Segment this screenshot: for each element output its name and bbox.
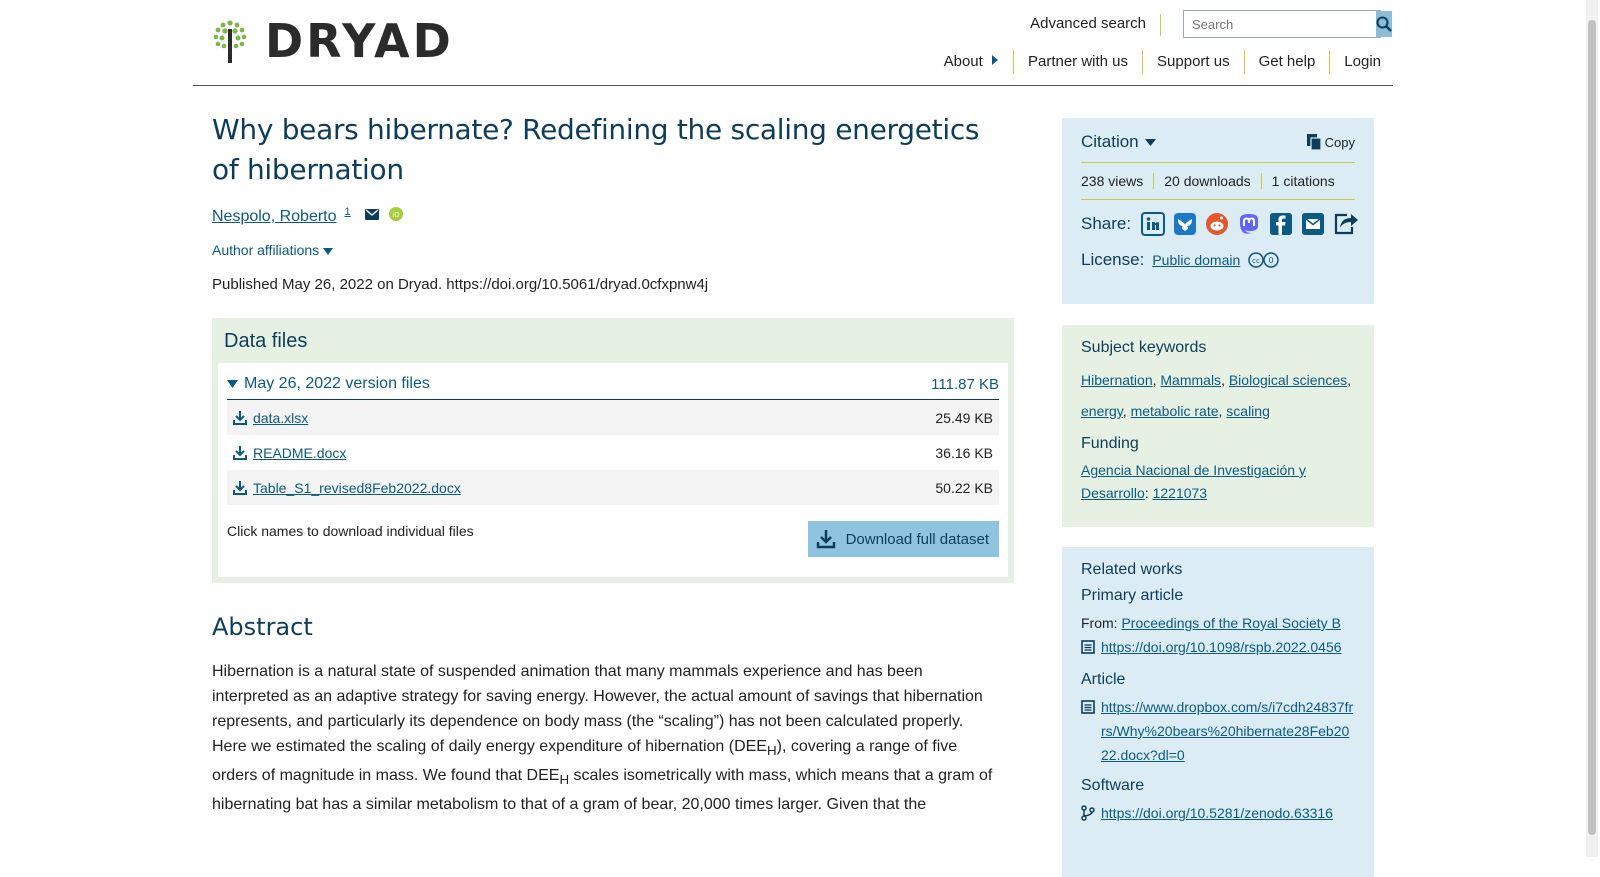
- author-link[interactable]: Nespolo, Roberto: [212, 208, 337, 225]
- email-share-icon[interactable]: [1301, 212, 1325, 236]
- license-link[interactable]: Public domain: [1152, 252, 1241, 268]
- funder-link[interactable]: Agencia Nacional de Investigación y Desarrollo: [1081, 462, 1306, 501]
- linkedin-icon[interactable]: [1141, 212, 1165, 236]
- version-toggle[interactable]: [227, 375, 999, 400]
- caret-down-icon: [1145, 139, 1156, 146]
- copy-label: Copy: [1324, 134, 1355, 150]
- file-link[interactable]: data.xlsx: [253, 409, 309, 426]
- citation-toggle[interactable]: [1081, 132, 1156, 152]
- bluesky-icon[interactable]: [1173, 212, 1197, 236]
- main-content: [212, 110, 1014, 817]
- caret-down-icon: [323, 248, 333, 255]
- views-count: 238 views: [1081, 173, 1144, 189]
- main-nav: [930, 50, 1381, 74]
- related-works-panel: [1062, 547, 1374, 877]
- citations-count: 1 citations: [1261, 173, 1345, 189]
- file-row: [227, 470, 999, 505]
- nav-about[interactable]: [930, 50, 1013, 74]
- download-icon: [233, 446, 247, 460]
- svg-text:iD: iD: [391, 211, 400, 219]
- version-label: May 26, 2022 version files: [244, 375, 430, 392]
- dryad-logo[interactable]: [213, 14, 454, 68]
- software-title: Software: [1081, 777, 1145, 794]
- citation-panel: [1062, 118, 1374, 304]
- file-row: [227, 400, 999, 435]
- reddit-icon[interactable]: [1205, 212, 1229, 236]
- orcid-icon[interactable]: [389, 207, 403, 221]
- abstract-part: Hibernation is a natural state of suspended animation that many mammals experience and has been interpreted as an adaptive strategy for saving energy. However, the actual amount of savings that hibernation represents, and particularly its dependence on body mass (the “scaling”) has not been calculated properly. Here we estimated the scaling of daily energy expenditure of hibernation (DEE: [212, 663, 983, 755]
- abstract-text: [212, 659, 1002, 817]
- article-link[interactable]: https://www.dropbox.com/s/i7cdh24837frrs/Why%20bears%20hibernate28Feb2022.docx?dl=0: [1101, 699, 1354, 763]
- cc-zero-icon: [1248, 252, 1280, 268]
- nav-support[interactable]: Support us: [1142, 50, 1244, 74]
- license-row: [1081, 250, 1355, 270]
- download-icon: [233, 481, 247, 495]
- advanced-search-link[interactable]: Advanced search: [1030, 14, 1161, 36]
- site-header: [193, 0, 1393, 86]
- nav-partner[interactable]: Partner with us: [1013, 50, 1142, 74]
- download-full-dataset-button[interactable]: [808, 521, 999, 557]
- article-title: Article: [1081, 671, 1126, 688]
- keyword-list: Hibernation, Mammals, Biological sciences, energy, metabolic rate, scaling: [1081, 372, 1352, 419]
- from-label: From:: [1081, 615, 1118, 631]
- article-icon: [1081, 640, 1095, 654]
- code-branch-icon: [1081, 805, 1095, 821]
- citation-title: Citation: [1081, 132, 1139, 151]
- search-box: [1183, 10, 1381, 38]
- license-label: License:: [1081, 250, 1145, 269]
- keyword-link[interactable]: energy: [1081, 403, 1123, 419]
- data-files-title: Data files: [224, 330, 308, 352]
- article-icon: [1081, 700, 1095, 714]
- affiliation-superscript[interactable]: 1: [344, 206, 351, 218]
- keyword-link[interactable]: Mammals: [1160, 372, 1222, 388]
- keyword-link[interactable]: Hibernation: [1081, 372, 1153, 388]
- logo-text: DRYAD: [265, 14, 454, 68]
- publication-info: Published May 26, 2022 on Dryad. https://doi.org/10.5061/dryad.0cfxpnw4j: [212, 276, 709, 293]
- email-icon[interactable]: [365, 209, 379, 220]
- search-input[interactable]: [1184, 11, 1376, 37]
- facebook-icon[interactable]: [1269, 212, 1293, 236]
- funding-info: Agencia Nacional de Investigación y Desarrollo: 1221073: [1081, 462, 1306, 501]
- software-link[interactable]: https://doi.org/10.5281/zenodo.63316: [1101, 805, 1333, 821]
- file-size: 36.16 KB: [935, 444, 993, 461]
- share-row: [1081, 212, 1355, 236]
- author-line: [212, 208, 1014, 226]
- share-icon[interactable]: [1333, 212, 1359, 236]
- caret-down-icon: [227, 380, 238, 388]
- copy-citation-button[interactable]: [1307, 134, 1355, 150]
- version-size: 111.87 KB: [931, 375, 999, 393]
- nav-help[interactable]: Get help: [1244, 50, 1330, 74]
- article-url: [1081, 695, 1355, 767]
- primary-article-doi: [1081, 635, 1355, 659]
- file-row: [227, 435, 999, 470]
- page-title: Why bears hibernate? Redefining the scaling energetics of hibernation: [212, 113, 980, 186]
- keyword-link[interactable]: metabolic rate: [1130, 403, 1219, 419]
- keywords-title: Subject keywords: [1081, 339, 1207, 356]
- search-button[interactable]: [1376, 11, 1392, 37]
- download-full-dataset-label: Download full dataset: [845, 530, 989, 548]
- caret-right-icon: [991, 54, 999, 66]
- primary-article-source: [1081, 611, 1355, 635]
- keywords-panel: [1062, 325, 1374, 527]
- svg-text:cc: cc: [1252, 257, 1261, 265]
- related-works-title: Related works: [1081, 561, 1183, 578]
- author-affiliations-label: Author affiliations: [212, 242, 320, 258]
- grant-link[interactable]: 1221073: [1152, 485, 1208, 501]
- share-label: Share:: [1081, 214, 1132, 233]
- downloads-count: 20 downloads: [1153, 173, 1260, 189]
- metrics: [1081, 173, 1355, 200]
- scrollbar-thumb[interactable]: [1588, 20, 1596, 835]
- tree-icon: [213, 19, 247, 63]
- download-icon: [233, 411, 247, 425]
- file-link[interactable]: README.docx: [253, 444, 347, 461]
- file-list: [227, 400, 999, 505]
- abstract-subscript: H: [766, 743, 777, 759]
- primary-doi-link[interactable]: https://doi.org/10.1098/rspb.2022.0456: [1101, 639, 1342, 655]
- author-affiliations-toggle[interactable]: [212, 242, 1014, 258]
- file-size: 25.49 KB: [935, 409, 993, 426]
- svg-text:0: 0: [1268, 256, 1274, 265]
- keyword-link[interactable]: Biological sciences: [1228, 372, 1348, 388]
- nav-login[interactable]: Login: [1329, 50, 1381, 74]
- abstract-part: scales isometrically with mass, which means that a gram of hibernating bat has a similar metabolism to that of a gram of bear, 20,000 times larger. Given that the: [212, 767, 993, 814]
- primary-article-title: Primary article: [1081, 587, 1184, 604]
- download-icon: [816, 529, 836, 549]
- data-files-panel: [212, 318, 1014, 583]
- journal-link[interactable]: Proceedings of the Royal Society B: [1121, 615, 1341, 631]
- copy-icon: [1307, 134, 1321, 150]
- search-icon: [1376, 16, 1392, 32]
- abstract-part: ), covering a range of five orders of magnitude in mass. We found that DEE: [212, 738, 958, 785]
- funding-title: Funding: [1081, 435, 1139, 452]
- abstract-subscript: H: [559, 772, 570, 788]
- file-size: 50.22 KB: [935, 479, 993, 496]
- software-url: [1081, 801, 1355, 825]
- mastodon-icon[interactable]: [1237, 212, 1261, 236]
- abstract-heading: Abstract: [212, 613, 313, 641]
- download-hint: Click names to download individual files: [227, 523, 474, 539]
- file-link[interactable]: Table_S1_revised8Feb2022.docx: [253, 479, 461, 496]
- keyword-link[interactable]: scaling: [1226, 403, 1270, 419]
- nav-about-label: About: [943, 53, 983, 70]
